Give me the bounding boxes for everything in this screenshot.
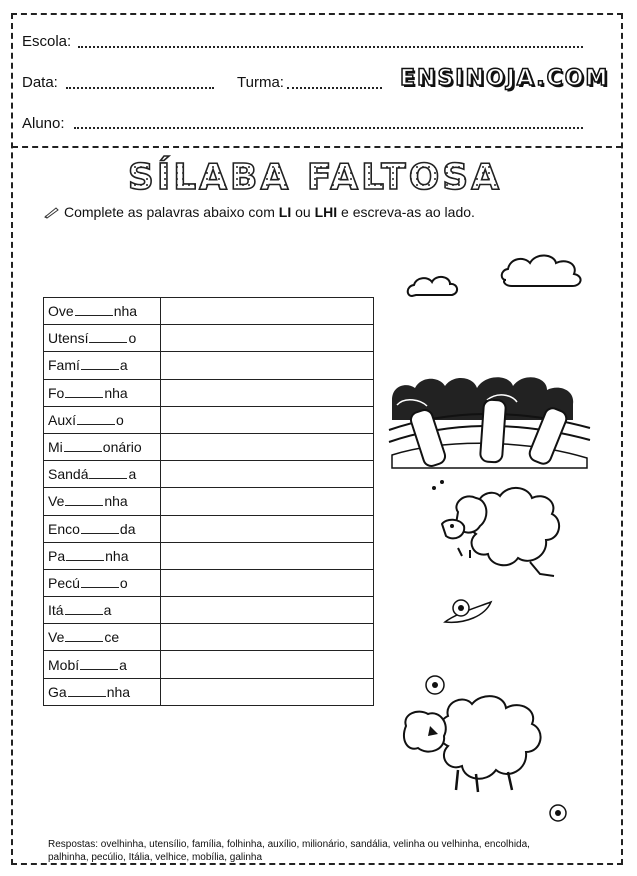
word-prefix: Ve: [48, 493, 65, 510]
table-row: [44, 352, 374, 379]
table-row: [44, 515, 374, 542]
word-prefix: Famí: [48, 357, 80, 374]
word-cell: [44, 651, 161, 678]
answer-cell[interactable]: [161, 515, 374, 542]
word-cell: [44, 379, 161, 406]
word-cell: [44, 624, 161, 651]
fence-illustration: [387, 360, 592, 470]
answer-cell[interactable]: [161, 325, 374, 352]
word-prefix: Ove: [48, 303, 74, 320]
word-suffix: a: [119, 357, 128, 374]
word-cell: [44, 597, 161, 624]
word-cell: [44, 298, 161, 325]
syllable-blank[interactable]: [66, 548, 104, 561]
answer-cell[interactable]: [161, 488, 374, 515]
word-cell: [44, 488, 161, 515]
answer-cell[interactable]: [161, 406, 374, 433]
word-prefix: Mi: [48, 439, 63, 456]
syllable-blank[interactable]: [81, 357, 119, 370]
table-row: [44, 461, 374, 488]
answer-cell[interactable]: [161, 569, 374, 596]
turma-field[interactable]: [287, 87, 382, 89]
table-row: [44, 624, 374, 651]
word-cell: [44, 352, 161, 379]
table-row: [44, 597, 374, 624]
answer-key: [48, 838, 608, 864]
answer-cell[interactable]: [161, 298, 374, 325]
answer-cell[interactable]: [161, 461, 374, 488]
table-row: [44, 542, 374, 569]
word-cell: [44, 569, 161, 596]
table-row: [44, 325, 374, 352]
table-row: [44, 406, 374, 433]
word-suffix: nha: [106, 683, 131, 700]
word-prefix: Fo: [48, 384, 65, 401]
turma-label: Turma:: [237, 74, 284, 91]
word-prefix: Mobí: [48, 656, 80, 673]
table-row: [44, 433, 374, 460]
data-field[interactable]: [66, 87, 214, 89]
word-suffix: a: [128, 466, 137, 483]
clouds-illustration: [404, 248, 594, 308]
word-suffix: nha: [105, 547, 129, 564]
syllable-blank[interactable]: [65, 602, 103, 615]
word-suffix: da: [119, 520, 136, 537]
word-cell: [44, 461, 161, 488]
word-cell: [44, 515, 161, 542]
word-suffix: a: [103, 602, 112, 619]
worksheet-title: [120, 152, 510, 198]
word-suffix: ce: [104, 629, 120, 646]
syllable-blank[interactable]: [89, 466, 127, 479]
syllable-blank[interactable]: [65, 493, 103, 506]
syllable-blank[interactable]: [65, 629, 103, 642]
answer-key-line-1: Respostas: ovelhinha, utensílio, família, folhinha, auxílio, milionário, sandália, velinha ou velhinha, encolhida,: [48, 839, 530, 850]
syllable-blank[interactable]: [68, 684, 106, 697]
table-row: [44, 298, 374, 325]
word-table: [43, 297, 374, 706]
word-prefix: Itá: [48, 602, 64, 619]
word-prefix: Sandá: [48, 466, 89, 483]
flower-illustration-3: [540, 800, 576, 826]
word-cell: [44, 406, 161, 433]
brand-logo: ENSINOJA.COM: [400, 66, 610, 91]
word-prefix: Enco: [48, 520, 80, 537]
answer-cell[interactable]: [161, 379, 374, 406]
answer-cell[interactable]: [161, 433, 374, 460]
word-prefix: Utensí: [48, 330, 89, 347]
answer-cell[interactable]: [161, 542, 374, 569]
word-cell: [44, 678, 161, 705]
syllable-blank[interactable]: [65, 385, 103, 398]
word-suffix: o: [116, 411, 124, 428]
word-suffix: onário: [102, 439, 142, 456]
word-suffix: o: [128, 330, 137, 347]
flower-illustration: [435, 594, 495, 628]
word-prefix: Ga: [48, 683, 67, 700]
syllable-blank[interactable]: [80, 657, 118, 670]
word-prefix: Auxí: [48, 411, 77, 428]
word-cell: [44, 433, 161, 460]
word-prefix: Ve: [48, 629, 65, 646]
sheep-illustration-2: [398, 690, 558, 805]
sheep-illustration: [430, 478, 580, 588]
answer-cell[interactable]: [161, 624, 374, 651]
syllable-blank[interactable]: [64, 439, 102, 452]
word-suffix: nha: [104, 493, 128, 510]
syllable-blank[interactable]: [77, 412, 115, 425]
word-prefix: Pecú: [48, 574, 80, 591]
table-row: [44, 678, 374, 705]
syllable-blank[interactable]: [81, 575, 119, 588]
syllable-blank[interactable]: [81, 521, 119, 534]
pencil-icon: [44, 207, 60, 219]
answer-cell[interactable]: [161, 678, 374, 705]
escola-field[interactable]: [78, 46, 583, 48]
table-row: [44, 488, 374, 515]
answer-cell[interactable]: [161, 352, 374, 379]
word-suffix: nha: [104, 384, 128, 401]
header-divider: [12, 146, 622, 148]
instruction-text: Complete as palavras abaixo com LI ou LHI e escreva-as ao lado.: [44, 204, 475, 220]
escola-label: Escola:: [22, 33, 72, 50]
word-cell: [44, 325, 161, 352]
answer-cell[interactable]: [161, 651, 374, 678]
table-row: [44, 569, 374, 596]
svg-text:SÍLABA FALTOSA: SÍLABA FALTOSA: [127, 157, 503, 198]
word-suffix: nha: [113, 303, 138, 320]
data-label: Data:: [22, 74, 58, 91]
word-suffix: o: [119, 574, 128, 591]
aluno-label: Aluno:: [22, 115, 65, 132]
table-row: [44, 379, 374, 406]
answer-cell[interactable]: [161, 597, 374, 624]
table-row: [44, 651, 374, 678]
word-suffix: a: [119, 656, 127, 673]
syllable-blank[interactable]: [89, 330, 127, 343]
syllable-blank[interactable]: [75, 303, 113, 316]
word-prefix: Pa: [48, 547, 66, 564]
aluno-field[interactable]: [74, 127, 583, 129]
answer-key-line-2: palhinha, pecúlio, Itália, velhice, mobília, galinha: [48, 852, 263, 863]
word-cell: [44, 542, 161, 569]
